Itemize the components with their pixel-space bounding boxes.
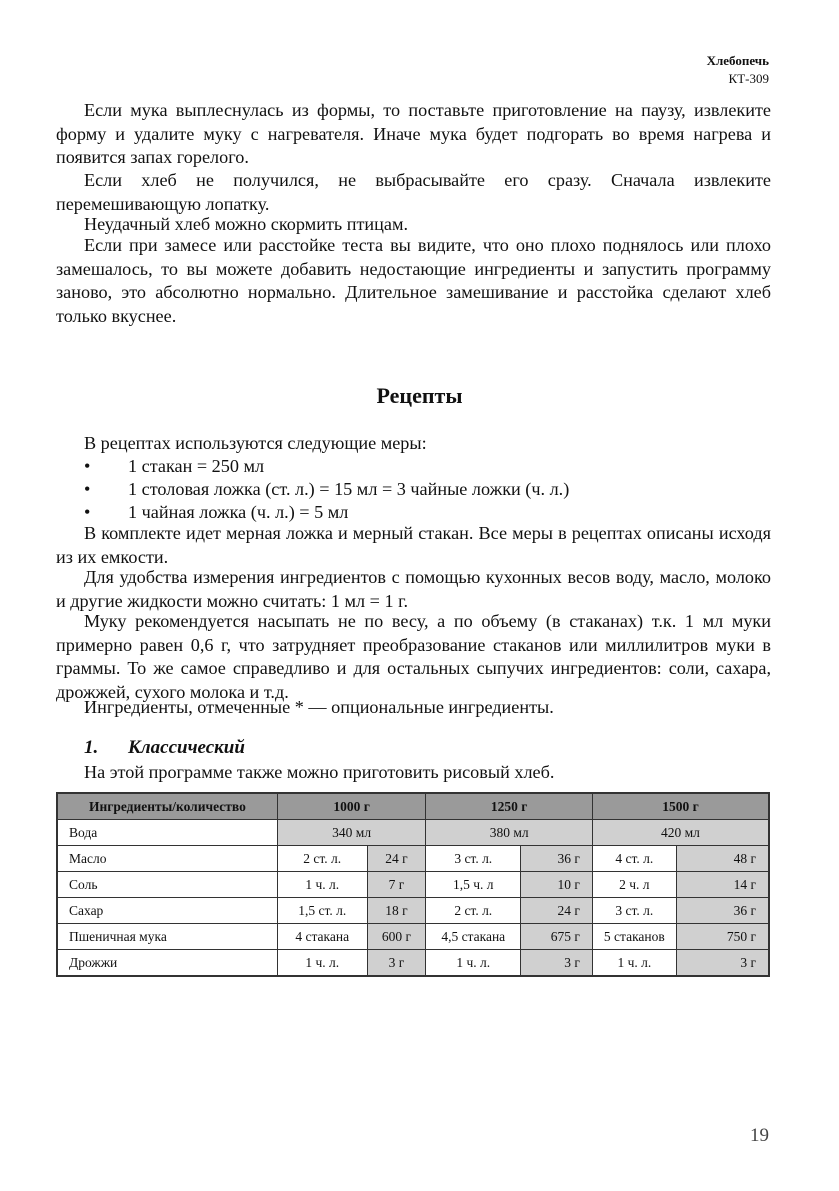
table-cell: 24 г: [367, 846, 426, 872]
ingredient-name: Вода: [57, 820, 277, 846]
running-header: [707, 52, 769, 88]
table-cell: 18 г: [367, 898, 426, 924]
ingredient-name: Масло: [57, 846, 277, 872]
table-cell: 2 ст. л.: [277, 846, 367, 872]
table-header-row: [57, 793, 769, 820]
table-row: [57, 846, 769, 872]
table-row: [57, 924, 769, 950]
table-cell: 3 г: [521, 950, 593, 977]
table-cell: 2 ч. л: [592, 872, 676, 898]
paragraph: Неудачный хлеб можно скормить птицам.: [84, 214, 409, 234]
table-cell: 7 г: [367, 872, 426, 898]
table-cell: 750 г: [676, 924, 769, 950]
table-cell: 1 ч. л.: [426, 950, 521, 977]
paragraph: Если хлеб не получился, не выбрасывайте его сразу. Сначала извлеките перемешивающую лопатку.: [56, 170, 771, 214]
table-cell: 2 ст. л.: [426, 898, 521, 924]
column-header: 1500 г: [592, 793, 769, 820]
list-item: • 1 чайная ложка (ч. л.) = 5 мл: [84, 501, 348, 525]
paragraph: В комплекте идет мерная ложка и мерный стакан. Все меры в рецептах описаны исходя из их емкости.: [56, 523, 771, 567]
table-cell: 380 мл: [426, 820, 593, 846]
table-cell: 24 г: [521, 898, 593, 924]
ingredient-name: Пшеничная мука: [57, 924, 277, 950]
table-cell: 3 ст. л.: [426, 846, 521, 872]
list-item: • 1 столовая ложка (ст. л.) = 15 мл = 3 чайные ложки (ч. л.): [84, 478, 569, 502]
table-row: [57, 872, 769, 898]
paragraph: Если при замесе или расстойке теста вы видите, что оно плохо поднялось или плохо замешалось, то вы можете добавить недостающие ингредиенты и запустить программу заново, это абсолютно нормально. Длительное замешивание и расстойка сделают хлеб только вкуснее.: [56, 235, 771, 326]
paragraph: Ингредиенты, отмеченные * — опциональные ингредиенты.: [84, 697, 554, 717]
bullet: •: [84, 456, 91, 476]
table-cell: 1 ч. л.: [277, 950, 367, 977]
table-cell: 600 г: [367, 924, 426, 950]
table-cell: 340 мл: [277, 820, 426, 846]
header-model: КТ-309: [728, 71, 769, 86]
ingredient-name: Дрожжи: [57, 950, 277, 977]
table-cell: 1 ч. л.: [592, 950, 676, 977]
page-number: 19: [750, 1125, 769, 1146]
table-cell: 675 г: [521, 924, 593, 950]
table-cell: 4,5 стакана: [426, 924, 521, 950]
bullet: •: [84, 479, 91, 499]
section-title: Рецепты: [376, 383, 463, 408]
ingredients-table: [56, 792, 770, 977]
table-row: [57, 950, 769, 977]
table-row: [57, 820, 769, 846]
table-cell: 3 г: [676, 950, 769, 977]
recipe-note: На этой программе также можно приготовить рисовый хлеб.: [84, 762, 555, 782]
table-cell: 1 ч. л.: [277, 872, 367, 898]
table-cell: 36 г: [676, 898, 769, 924]
column-header: Ингредиенты/количество: [57, 793, 277, 820]
table-cell: 4 ст. л.: [592, 846, 676, 872]
header-product: Хлебопечь: [706, 53, 769, 68]
table-row: [57, 898, 769, 924]
recipe-title: 1. Классический: [84, 737, 245, 758]
paragraph: Если мука выплеснулась из формы, то поставьте приготовление на паузу, извлеките форму и удалите муку с нагревателя. Иначе мука будет подгорать во время нагрева и появится запах горелого.: [56, 100, 771, 168]
table-cell: 420 мл: [592, 820, 769, 846]
paragraph: Для удобства измерения ингредиентов с помощью кухонных весов воду, масло, молоко и другие жидкости можно считать: 1 мл = 1 г.: [56, 567, 771, 611]
paragraph: В рецептах используются следующие меры:: [84, 433, 427, 453]
table-cell: 48 г: [676, 846, 769, 872]
ingredient-name: Сахар: [57, 898, 277, 924]
table-cell: 10 г: [521, 872, 593, 898]
table-cell: 3 ст. л.: [592, 898, 676, 924]
column-header: 1000 г: [277, 793, 426, 820]
table-cell: 4 стакана: [277, 924, 367, 950]
table-cell: 5 стаканов: [592, 924, 676, 950]
table-cell: 1,5 ст. л.: [277, 898, 367, 924]
table-cell: 14 г: [676, 872, 769, 898]
paragraph: Муку рекомендуется насыпать не по весу, а по объему (в стаканах) т.к. 1 мл муки примерно равен 0,6 г, что затрудняет преобразование стаканов или миллилитров муки в граммы. То же самое справедливо и для остальных сыпучих ингредиентов: соли, сахара, дрожжей, сухого молока и т.д.: [56, 611, 771, 702]
table-cell: 3 г: [367, 950, 426, 977]
table-cell: 36 г: [521, 846, 593, 872]
list-item: • 1 стакан = 250 мл: [84, 455, 264, 479]
table-cell: 1,5 ч. л: [426, 872, 521, 898]
bullet: •: [84, 502, 91, 522]
column-header: 1250 г: [426, 793, 593, 820]
ingredient-name: Соль: [57, 872, 277, 898]
